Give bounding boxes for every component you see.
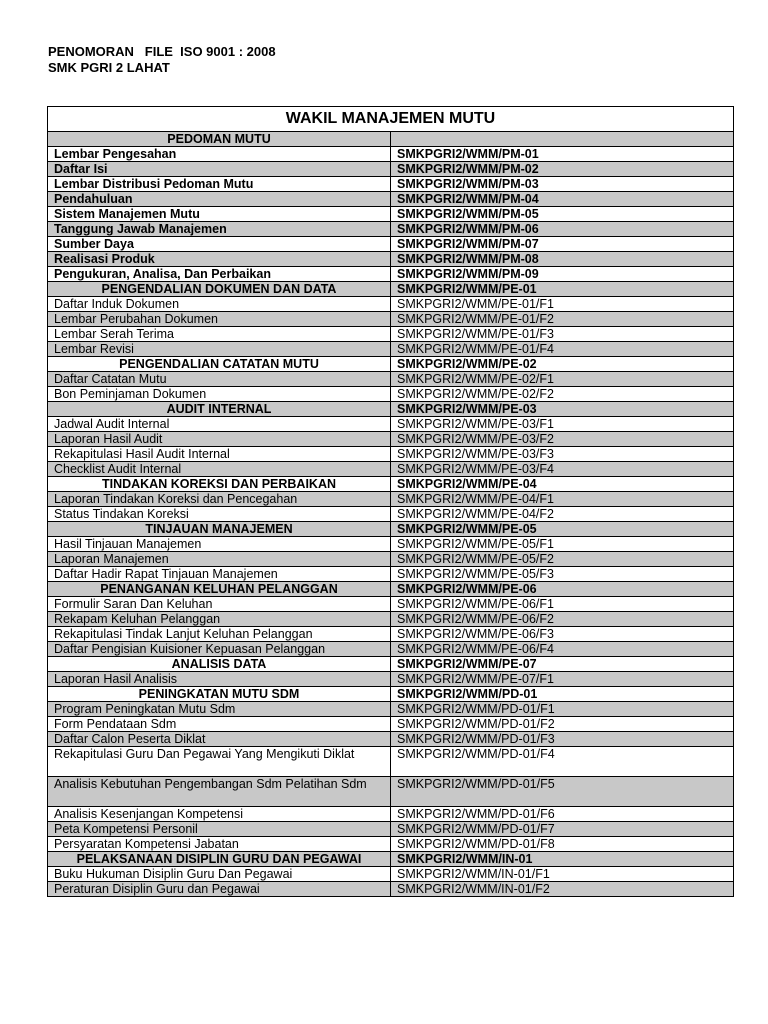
section-title: AUDIT INTERNAL — [48, 402, 391, 417]
document-code: SMKPGRI2/WMM/PM-02 — [391, 162, 734, 177]
document-name: Daftar Calon Peserta Diklat — [48, 732, 391, 747]
table-row — [48, 372, 734, 387]
document-code: SMKPGRI2/WMM/PM-01 — [391, 147, 734, 162]
document-name: Lembar Serah Terima — [48, 327, 391, 342]
table-row — [48, 447, 734, 462]
table-row — [48, 552, 734, 567]
document-name: Lembar Pengesahan — [48, 147, 391, 162]
document-header — [48, 44, 276, 76]
document-code: SMKPGRI2/WMM/PE-03/F3 — [391, 447, 734, 462]
document-code: SMKPGRI2/WMM/PE-06 — [391, 582, 734, 597]
document-name: Daftar Hadir Rapat Tinjauan Manajemen — [48, 567, 391, 582]
document-code: SMKPGRI2/WMM/PE-01/F4 — [391, 342, 734, 357]
table-row — [48, 387, 734, 402]
document-code: SMKPGRI2/WMM/PE-01/F2 — [391, 312, 734, 327]
document-code: SMKPGRI2/WMM/PE-01/F3 — [391, 327, 734, 342]
document-name: Daftar Pengisian Kuisioner Kepuasan Pelanggan — [48, 642, 391, 657]
table-row — [48, 462, 734, 477]
document-code: SMKPGRI2/WMM/PE-02/F2 — [391, 387, 734, 402]
table-row — [48, 867, 734, 882]
section-title: PENGENDALIAN DOKUMEN DAN DATA — [48, 282, 391, 297]
document-name: Lembar Perubahan Dokumen — [48, 312, 391, 327]
table-row — [48, 537, 734, 552]
table-row — [48, 237, 734, 252]
document-code: SMKPGRI2/WMM/PM-08 — [391, 252, 734, 267]
document-name: Peraturan Disiplin Guru dan Pegawai — [48, 882, 391, 897]
document-name: Daftar Isi — [48, 162, 391, 177]
table-row — [48, 732, 734, 747]
document-name: Jadwal Audit Internal — [48, 417, 391, 432]
table-row — [48, 417, 734, 432]
document-name: Formulir Saran Dan Keluhan — [48, 597, 391, 612]
document-name: Bon Peminjaman Dokumen — [48, 387, 391, 402]
document-code: SMKPGRI2/WMM/PE-04 — [391, 477, 734, 492]
document-code: SMKPGRI2/WMM/PD-01/F7 — [391, 822, 734, 837]
table-row — [48, 882, 734, 897]
document-name: Tanggung Jawab Manajemen — [48, 222, 391, 237]
document-name: Laporan Tindakan Koreksi dan Pencegahan — [48, 492, 391, 507]
document-name: Lembar Revisi — [48, 342, 391, 357]
document-code: SMKPGRI2/WMM/IN-01/F1 — [391, 867, 734, 882]
header-line-2: SMK PGRI 2 LAHAT — [48, 60, 170, 75]
table-row — [48, 627, 734, 642]
section-row — [48, 582, 734, 597]
section-row — [48, 357, 734, 372]
section-row — [48, 852, 734, 867]
document-code: SMKPGRI2/WMM/PM-04 — [391, 192, 734, 207]
document-name: Rekapitulasi Guru Dan Pegawai Yang Mengikuti Diklat — [48, 747, 391, 777]
document-name: Peta Kompetensi Personil — [48, 822, 391, 837]
document-code: SMKPGRI2/WMM/PD-01/F6 — [391, 807, 734, 822]
table-row — [48, 612, 734, 627]
document-code: SMKPGRI2/WMM/PD-01 — [391, 687, 734, 702]
document-index-table — [47, 106, 734, 897]
document-name: Laporan Hasil Audit — [48, 432, 391, 447]
table-row — [48, 432, 734, 447]
document-code: SMKPGRI2/WMM/PE-07/F1 — [391, 672, 734, 687]
document-code: SMKPGRI2/WMM/PE-01 — [391, 282, 734, 297]
section-row — [48, 687, 734, 702]
document-code — [391, 132, 734, 147]
table-row — [48, 717, 734, 732]
document-name: Status Tindakan Koreksi — [48, 507, 391, 522]
table-row — [48, 267, 734, 282]
document-code: SMKPGRI2/WMM/PE-06/F1 — [391, 597, 734, 612]
document-code: SMKPGRI2/WMM/PE-06/F3 — [391, 627, 734, 642]
table-row — [48, 642, 734, 657]
section-title: TINJAUAN MANAJEMEN — [48, 522, 391, 537]
document-code: SMKPGRI2/WMM/PE-04/F2 — [391, 507, 734, 522]
document-code: SMKPGRI2/WMM/PE-06/F4 — [391, 642, 734, 657]
table-row — [48, 777, 734, 807]
document-code: SMKPGRI2/WMM/PE-01/F1 — [391, 297, 734, 312]
document-code: SMKPGRI2/WMM/IN-01 — [391, 852, 734, 867]
document-name: Sumber Daya — [48, 237, 391, 252]
document-name: Pengukuran, Analisa, Dan Perbaikan — [48, 267, 391, 282]
table-row — [48, 507, 734, 522]
document-code: SMKPGRI2/WMM/PD-01/F8 — [391, 837, 734, 852]
document-code: SMKPGRI2/WMM/PM-06 — [391, 222, 734, 237]
document-code: SMKPGRI2/WMM/IN-01/F2 — [391, 882, 734, 897]
table-row — [48, 597, 734, 612]
table-row — [48, 192, 734, 207]
document-name: Checklist Audit Internal — [48, 462, 391, 477]
section-title: PENANGANAN KELUHAN PELANGGAN — [48, 582, 391, 597]
document-code: SMKPGRI2/WMM/PM-03 — [391, 177, 734, 192]
section-title: PENINGKATAN MUTU SDM — [48, 687, 391, 702]
document-name: Hasil Tinjauan Manajemen — [48, 537, 391, 552]
document-name: Laporan Manajemen — [48, 552, 391, 567]
table-row — [48, 162, 734, 177]
document-name: Buku Hukuman Disiplin Guru Dan Pegawai — [48, 867, 391, 882]
document-name: Sistem Manajemen Mutu — [48, 207, 391, 222]
table-row — [48, 207, 734, 222]
document-code: SMKPGRI2/WMM/PD-01/F5 — [391, 777, 734, 807]
document-name: Form Pendataan Sdm — [48, 717, 391, 732]
document-code: SMKPGRI2/WMM/PE-02/F1 — [391, 372, 734, 387]
table-row — [48, 492, 734, 507]
document-code: SMKPGRI2/WMM/PM-09 — [391, 267, 734, 282]
table-row — [48, 327, 734, 342]
table-row — [48, 822, 734, 837]
table-title: WAKIL MANAJEMEN MUTU — [48, 107, 734, 132]
document-code: SMKPGRI2/WMM/PE-03/F4 — [391, 462, 734, 477]
section-row — [48, 402, 734, 417]
table-row — [48, 177, 734, 192]
section-title: TINDAKAN KOREKSI DAN PERBAIKAN — [48, 477, 391, 492]
document-code: SMKPGRI2/WMM/PE-05/F1 — [391, 537, 734, 552]
table-body — [48, 107, 734, 897]
document-name: Analisis Kesenjangan Kompetensi — [48, 807, 391, 822]
document-code: SMKPGRI2/WMM/PE-05/F3 — [391, 567, 734, 582]
document-name: Realisasi Produk — [48, 252, 391, 267]
table-row — [48, 147, 734, 162]
table-row — [48, 837, 734, 852]
header-line-1: PENOMORAN FILE ISO 9001 : 2008 — [48, 44, 276, 59]
document-code: SMKPGRI2/WMM/PE-03 — [391, 402, 734, 417]
section-row — [48, 522, 734, 537]
section-title: PEDOMAN MUTU — [48, 132, 391, 147]
document-code: SMKPGRI2/WMM/PD-01/F4 — [391, 747, 734, 777]
section-row — [48, 657, 734, 672]
document-code: SMKPGRI2/WMM/PE-05/F2 — [391, 552, 734, 567]
document-code: SMKPGRI2/WMM/PD-01/F2 — [391, 717, 734, 732]
document-name: Persyaratan Kompetensi Jabatan — [48, 837, 391, 852]
document-name: Lembar Distribusi Pedoman Mutu — [48, 177, 391, 192]
table-row — [48, 567, 734, 582]
section-title: ANALISIS DATA — [48, 657, 391, 672]
table-row — [48, 702, 734, 717]
section-title: PENGENDALIAN CATATAN MUTU — [48, 357, 391, 372]
document-code: SMKPGRI2/WMM/PE-07 — [391, 657, 734, 672]
table-row — [48, 672, 734, 687]
document-code: SMKPGRI2/WMM/PE-05 — [391, 522, 734, 537]
table-row — [48, 297, 734, 312]
document-name: Daftar Induk Dokumen — [48, 297, 391, 312]
document-name: Analisis Kebutuhan Pengembangan Sdm Pelatihan Sdm — [48, 777, 391, 807]
document-code: SMKPGRI2/WMM/PE-06/F2 — [391, 612, 734, 627]
document-name: Rekapitulasi Tindak Lanjut Keluhan Pelanggan — [48, 627, 391, 642]
table-row — [48, 342, 734, 357]
table-row — [48, 807, 734, 822]
document-code: SMKPGRI2/WMM/PD-01/F1 — [391, 702, 734, 717]
table-row — [48, 222, 734, 237]
section-row — [48, 132, 734, 147]
document-code: SMKPGRI2/WMM/PE-03/F1 — [391, 417, 734, 432]
table-row — [48, 252, 734, 267]
document-code: SMKPGRI2/WMM/PM-07 — [391, 237, 734, 252]
document-name: Rekapitulasi Hasil Audit Internal — [48, 447, 391, 462]
document-name: Rekapam Keluhan Pelanggan — [48, 612, 391, 627]
section-row — [48, 282, 734, 297]
table-row — [48, 312, 734, 327]
document-name: Laporan Hasil Analisis — [48, 672, 391, 687]
section-row — [48, 477, 734, 492]
document-code: SMKPGRI2/WMM/PE-04/F1 — [391, 492, 734, 507]
table-row — [48, 747, 734, 777]
document-code: SMKPGRI2/WMM/PM-05 — [391, 207, 734, 222]
document-code: SMKPGRI2/WMM/PE-02 — [391, 357, 734, 372]
table-title-row — [48, 107, 734, 132]
document-name: Program Peningkatan Mutu Sdm — [48, 702, 391, 717]
document-code: SMKPGRI2/WMM/PD-01/F3 — [391, 732, 734, 747]
document-name: Daftar Catatan Mutu — [48, 372, 391, 387]
document-name: Pendahuluan — [48, 192, 391, 207]
document-code: SMKPGRI2/WMM/PE-03/F2 — [391, 432, 734, 447]
section-title: PELAKSANAAN DISIPLIN GURU DAN PEGAWAI — [48, 852, 391, 867]
